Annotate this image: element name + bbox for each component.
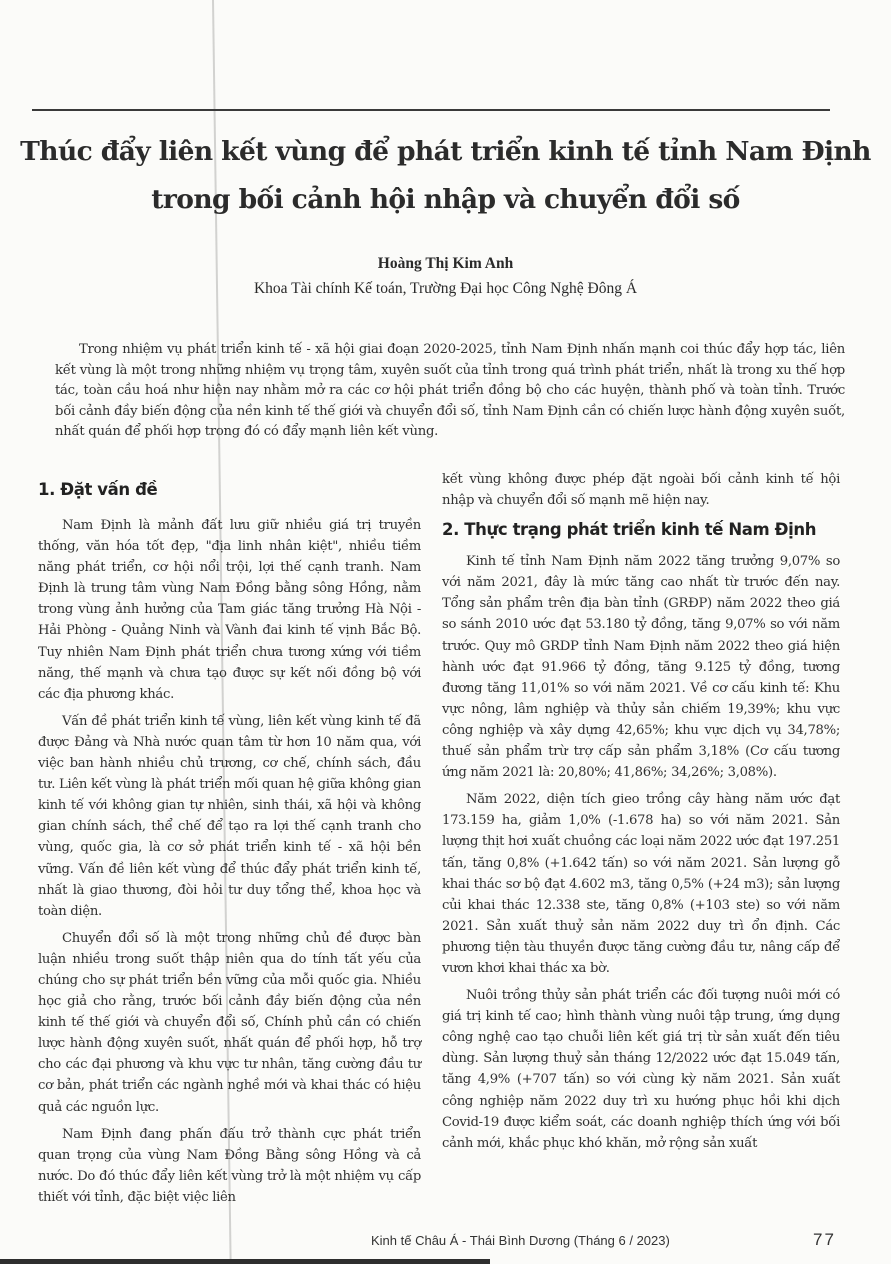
author-affiliation: Khoa Tài chính Kế toán, Trường Đại học Công Nghệ Đông Á <box>253 280 638 297</box>
paragraph: Nam Định là mảnh đất lưu giữ nhiều giá trị truyền thống, văn hóa tốt đẹp, "địa linh nhân kiệt", nhiều tiềm năng phát triển, cơ hội nổi trội, lợi thế cạnh tranh. Nam Định là trung tâm vùng Nam Đồng bằng sông Hồng, nằm trong vùng ảnh hưởng của Tam giác tăng trưởng Hà Nội - Hải Phòng - Quảng Ninh và Vành đai kinh tế vịnh Bắc Bộ. Tuy nhiên Nam Định phát triển chưa tương xứng với tiềm năng, thế mạnh và chưa tạo được sự kết nối đồng bộ với các địa phương khác. <box>38 518 421 702</box>
title-line-1: Thúc đẩy liên kết vùng để phát triển kinh tế tỉnh Nam Định <box>20 136 871 167</box>
header-rule <box>32 109 830 111</box>
paragraph: Nuôi trồng thủy sản phát triển các đối tượng nuôi mới có giá trị kinh tế cao; hình thành vùng nuôi tập trung, ứng dụng công nghệ cao tạo chuỗi liên kết giá trị từ sản xuất đến tiêu dùng. Sản lượng thuỷ sản tháng 12/2022 ước đạt 15.049 tấn, tăng 4,9% (+707 tấn) so với cùng kỳ năm 2021. Sản xuất công nghiệp năm 2022 duy trì xu hướng phục hồi khi dịch Covid-19 được kiểm soát, các doanh nghiệp thích ứng với bối cảnh mới, khắc phục khó khăn, mở rộng sản xuất <box>442 988 840 1151</box>
paragraph: Chuyển đổi số là một trong những chủ đề được bàn luận nhiều trong suốt thập niên qua do tính tất yếu của chúng cho sự phát triển bền vững của mỗi quốc gia. Nhiều học giả cho rằng, trước bối cảnh đầy biến động của nền kinh tế thế giới và chuyển đổi số, Chính phủ cần có chiến lược hành động xuyên suốt, nhất quán để phối hợp, hỗ trợ cho các đại phương và khu vực tư nhân, tăng cường đầu tư cơ bản, phát triển các ngành nghề mới và khai thác có hiệu quả các nguồn lực. <box>38 930 421 1115</box>
footer-rule <box>0 1259 490 1264</box>
right-column <box>442 469 840 1160</box>
author-name: Hoàng Thị Kim Anh <box>377 255 514 272</box>
section-heading-1: 1. Đặt vấn đề <box>38 480 158 499</box>
paragraph: Kinh tế tỉnh Nam Định năm 2022 tăng trưởng 9,07% so với năm 2021, đây là mức tăng cao nhất từ trước đến nay. Tổng sản phẩm trên địa bàn tỉnh (GRĐP) năm 2022 theo giá so sánh 2010 ước đạt 53.180 tỷ đồng, tăng 9,07% so với năm trước. Quy mô GRDP tỉnh Nam Định năm 2022 theo giá hiện hành ước đạt 91.966 tỷ đồng, tăng 9.125 tỷ đồng, tương đương tăng 11,01% so với năm 2021. Về cơ cấu kinh tế: Khu vực nông, lâm nghiệp và thủy sản chiếm 19,39%; khu vực công nghiệp và xây dựng 42,65%; khu vực dịch vụ 34,78%; thuế sản phẩm trừ trợ cấp sản phẩm 3,18% (Cơ cấu tương ứng năm 2021 là: 20,80%; 41,86%; 34,26%; 3,08%). <box>442 554 840 781</box>
abstract: Trong nhiệm vụ phát triển kinh tế - xã hội giai đoạn 2020-2025, tỉnh Nam Định nhấn mạnh coi thúc đẩy hợp tác, liên kết vùng là một trong những nhiệm vụ trọng tâm, xuyên suốt của tỉnh trong quá trình phát triển, nhất là trong xu thế hợp tác, toàn cầu hoá như hiện nay nhằm mở ra các cơ hội phát triển đồng bộ cho các huyện, thành phố và toàn tỉnh. Trước bối cảnh đầy biến động của nền kinh tế thế giới và chuyển đổi số, tỉnh Nam Định cần có chiến lược hành động xuyên suốt, nhất quán để phối hợp trong đó có đẩy mạnh liên kết vùng. <box>55 342 845 440</box>
paragraph: Vấn đề phát triển kinh tế vùng, liên kết vùng kinh tế đã được Đảng và Nhà nước quan tâm từ hơn 10 năm qua, với việc ban hành nhiều chủ trương, cơ chế, chính sách, đầu tư. Liên kết vùng là phát triển mối quan hệ giữa không gian kinh tế với không gian tự nhiên, sinh thái, xã hội và không gian chính sách, thể chế để tạo ra lợi thế cạnh tranh cho vùng, quốc gia, là cơ sở phát triển kinh tế - xã hội bền vững. Vấn đề liên kết vùng để thúc đẩy phát triển kinh tế, nhất là giao thương, đòi hỏi tư duy tổng thể, khoa học và toàn diện. <box>38 713 421 919</box>
article-title <box>0 128 891 224</box>
paragraph: Nam Định đang phấn đấu trở thành cực phát triển quan trọng của vùng Nam Đồng Bằng sông Hồng và cả nước. Do đó thúc đẩy liên kết vùng trở là một nhiệm vụ cấp thiết với tỉnh, đặc biệt việc liên <box>38 1126 421 1205</box>
section-heading-2: 2. Thực trạng phát triển kinh tế Nam Định <box>442 520 817 540</box>
paragraph: Năm 2022, diện tích gieo trồng cây hàng năm ước đạt 173.159 ha, giảm 1,0% (-1.678 ha) so với năm 2021. Sản lượng thịt hơi xuất chuồng các loại năm 2022 ước đạt 197.251 tấn, tăng 0,8% (+1.642 tấn) so với năm 2021. Sản lượng gỗ khai thác sơ bộ đạt 4.602 m3, tăng 0,5% (+24 m3); sản lượng củi khai thác 12.338 ste, tăng 0,8% (+103 ste) so với năm 2021. Sản xuất thuỷ sản năm 2022 duy trì ổn định. Các phương tiện tàu thuyền được tăng cường đầu tư, nâng cấp để vươn khơi khai thác xa bờ. <box>442 792 840 976</box>
title-line-2: trong bối cảnh hội nhập và chuyển đổi số <box>151 184 740 215</box>
left-column <box>38 479 421 1214</box>
page-number: 77 <box>813 1230 836 1249</box>
paragraph-continuation: kết vùng không được phép đặt ngoài bối cảnh kinh tế hội nhập và chuyển đổi số mạnh mẽ hiện nay. <box>442 472 840 509</box>
footer-journal-name: Kinh tế Châu Á - Thái Bình Dương (Tháng 6 / 2023) <box>371 1233 670 1248</box>
